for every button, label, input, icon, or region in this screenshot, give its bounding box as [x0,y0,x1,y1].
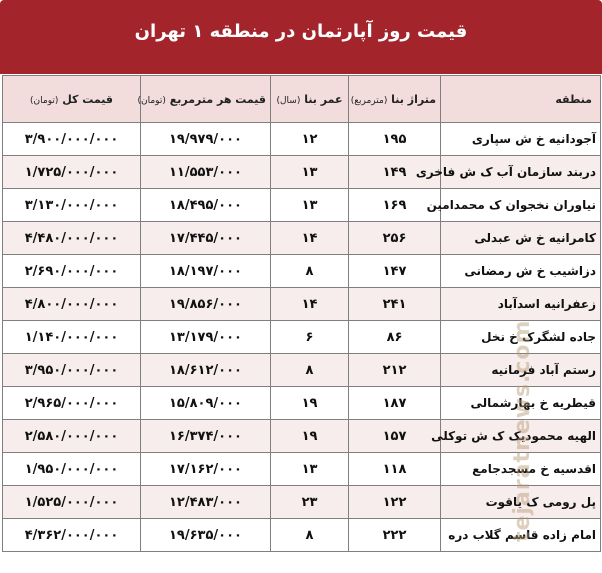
cell-area: ۱۲۲ [349,486,441,519]
cell-region: رستم آباد فرمانیه [441,354,601,387]
cell-age: ۲۳ [271,486,349,519]
cell-age: ۱۴ [271,288,349,321]
cell-age: ۱۳ [271,453,349,486]
table-row [3,420,601,453]
header-total-label: قیمت کل [62,92,113,106]
cell-area: ۲۲۲ [349,519,441,552]
header-total-price [3,76,141,123]
header-total-unit: (تومان) [30,95,59,106]
cell-total: ۱/۵۲۵/۰۰۰/۰۰۰ [3,486,141,519]
cell-ppm: ۱۸/۱۹۷/۰۰۰ [141,255,271,288]
header-region-label: منطقه [555,92,592,106]
cell-total: ۳/۱۳۰/۰۰۰/۰۰۰ [3,189,141,222]
watermark-text: tejaratnews.com [510,319,535,542]
cell-ppm: ۱۸/۴۹۵/۰۰۰ [141,189,271,222]
cell-age: ۸ [271,354,349,387]
cell-ppm: ۱۹/۸۵۶/۰۰۰ [141,288,271,321]
cell-total: ۳/۹۰۰/۰۰۰/۰۰۰ [3,123,141,156]
cell-total: ۲/۵۸۰/۰۰۰/۰۰۰ [3,420,141,453]
cell-total: ۴/۸۰۰/۰۰۰/۰۰۰ [3,288,141,321]
cell-total: ۱/۱۴۰/۰۰۰/۰۰۰ [3,321,141,354]
cell-region: الهیه محمودیک ک ش توکلی [441,420,601,453]
cell-age: ۱۳ [271,189,349,222]
cell-area: ۱۵۷ [349,420,441,453]
cell-region: آجودانیه خ ش سپاری [441,123,601,156]
cell-ppm: ۱۶/۳۷۴/۰۰۰ [141,420,271,453]
cell-age: ۱۲ [271,123,349,156]
cell-ppm: ۱۱/۵۵۳/۰۰۰ [141,156,271,189]
table-row [3,321,601,354]
table-row [3,222,601,255]
table-row [3,255,601,288]
cell-ppm: ۱۹/۹۷۹/۰۰۰ [141,123,271,156]
cell-area: ۸۶ [349,321,441,354]
table-row [3,354,601,387]
table-row [3,387,601,420]
cell-area: ۱۴۹ [349,156,441,189]
cell-total: ۱/۷۲۵/۰۰۰/۰۰۰ [3,156,141,189]
header-age-label: عمر بنا [304,92,343,106]
cell-area: ۱۶۹ [349,189,441,222]
header-age-unit: (سال) [276,95,301,106]
cell-region: نیاوران نخجوان ک محمدامین [441,189,601,222]
table-row [3,189,601,222]
header-age [271,76,349,123]
cell-ppm: ۱۲/۴۸۳/۰۰۰ [141,486,271,519]
cell-age: ۸ [271,519,349,552]
cell-region: پل رومی ک یاقوت [441,486,601,519]
cell-region: امام زاده قاسم گلاب دره [441,519,601,552]
table-row [3,486,601,519]
cell-total: ۴/۳۶۲/۰۰۰/۰۰۰ [3,519,141,552]
header-area-unit: (مترمربع) [350,95,388,106]
cell-ppm: ۱۳/۱۷۹/۰۰۰ [141,321,271,354]
cell-age: ۱۳ [271,156,349,189]
table-row [3,519,601,552]
table-body [3,123,601,552]
cell-total: ۲/۶۹۰/۰۰۰/۰۰۰ [3,255,141,288]
cell-region: کامرانیه خ ش عبدلی [441,222,601,255]
title-banner [0,0,602,74]
header-area-label: متراژ بنا [391,92,436,106]
cell-area: ۱۴۷ [349,255,441,288]
cell-area: ۲۱۲ [349,354,441,387]
cell-age: ۸ [271,255,349,288]
cell-total: ۳/۹۵۰/۰۰۰/۰۰۰ [3,354,141,387]
cell-region: جاده لشگرک خ نخل [441,321,601,354]
cell-region: دزاشیب خ ش رمضانی [441,255,601,288]
page-title: قیمت روز آپارتمان در منطقه ۱ تهران [134,21,468,42]
table-header-row [3,76,601,123]
cell-age: ۶ [271,321,349,354]
cell-region: دربند سازمان آب ک ش فاخری [441,156,601,189]
header-area [349,76,441,123]
table-row [3,288,601,321]
cell-region: اقدسیه خ مسجدجامع [441,453,601,486]
cell-ppm: ۱۷/۱۶۲/۰۰۰ [141,453,271,486]
table-row [3,453,601,486]
cell-ppm: ۱۷/۴۴۵/۰۰۰ [141,222,271,255]
table-row [3,156,601,189]
header-ppm-unit: (تومان) [137,95,166,106]
header-ppm-label: قیمت هر مترمربع [169,92,266,106]
header-price-per-meter [137,76,271,123]
cell-region: زعفرانیه اسدآباد [441,288,601,321]
cell-region: قیطریه خ بهارشمالی [441,387,601,420]
table-row [3,123,601,156]
cell-ppm: ۱۹/۶۳۵/۰۰۰ [141,519,271,552]
cell-total: ۴/۴۸۰/۰۰۰/۰۰۰ [3,222,141,255]
cell-area: ۲۴۱ [349,288,441,321]
cell-area: ۱۱۸ [349,453,441,486]
cell-ppm: ۱۵/۸۰۹/۰۰۰ [141,387,271,420]
cell-area: ۱۸۷ [349,387,441,420]
cell-age: ۱۹ [271,420,349,453]
price-table [2,75,601,552]
cell-area: ۱۹۵ [349,123,441,156]
cell-age: ۱۹ [271,387,349,420]
header-region [441,76,601,123]
cell-total: ۱/۹۵۰/۰۰۰/۰۰۰ [3,453,141,486]
cell-age: ۱۴ [271,222,349,255]
cell-total: ۲/۹۶۵/۰۰۰/۰۰۰ [3,387,141,420]
cell-area: ۲۵۶ [349,222,441,255]
cell-ppm: ۱۸/۶۱۲/۰۰۰ [141,354,271,387]
